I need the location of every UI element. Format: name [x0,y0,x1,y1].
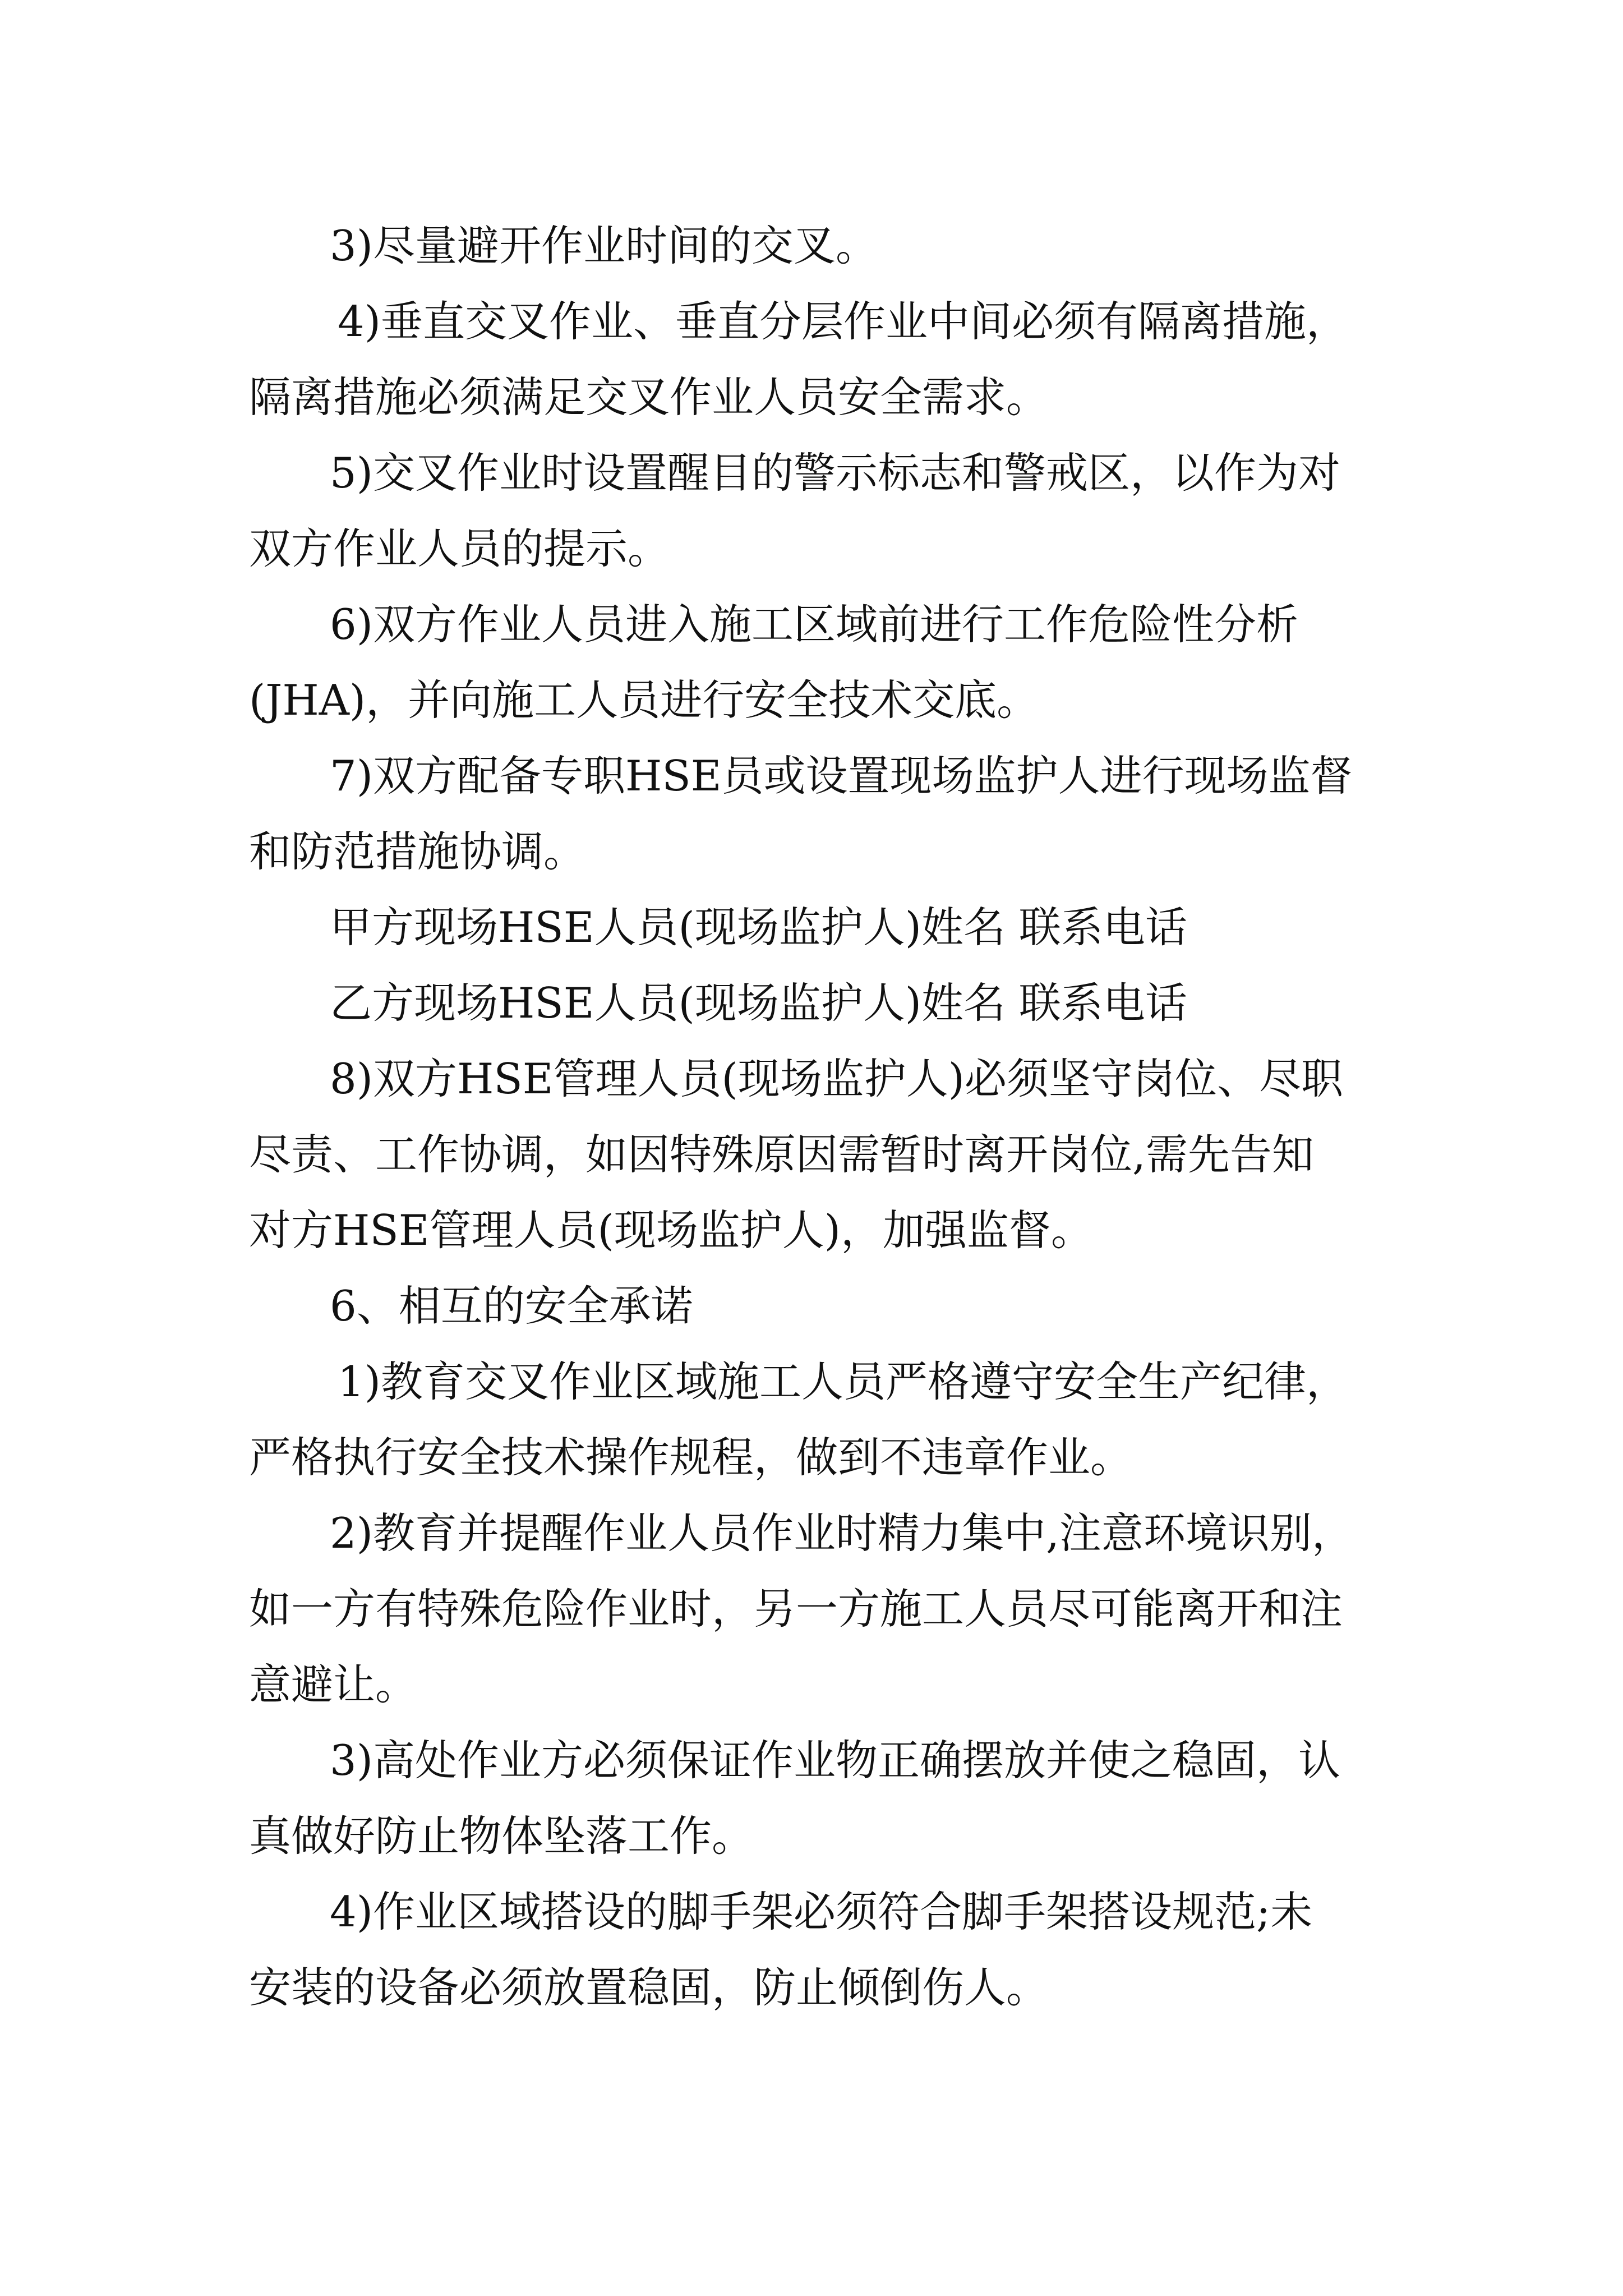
text-line: 2)教育并提醒作业人员作业时精力集中,注意环境识别， [330,1508,1354,1558]
text-line: 乙方现场HSE人员(现场监护人)姓名 联系电话 [330,978,1187,1028]
text-line: 8)双方HSE管理人员(现场监护人)必须坚守岗位、尽职 [330,1054,1344,1103]
text-line: 7)双方配备专职HSE员或设置现场监护人进行现场监督 [330,751,1353,800]
text-line: 严格执行安全技术操作规程，做到不违章作业。 [249,1433,1133,1482]
text-line: 如一方有特殊危险作业时，另一方施工人员尽可能离开和注 [249,1584,1343,1634]
text-line: 意避让。 [249,1660,418,1709]
section-heading: 6、相互的安全承诺 [330,1281,693,1331]
text-line: 对方HSE管理人员(现场监护人)，加强监督。 [249,1205,1094,1255]
text-line: 3)高处作业方必须保证作业物正确摆放并使之稳固，认 [330,1736,1340,1785]
text-line: 尽责、工作协调，如因特殊原因需暂时离开岗位,需先告知 [249,1130,1314,1179]
text-line: (JHA)，并向施工人员进行安全技术交底。 [249,675,1039,725]
text-line: 真做好防止物体坠落工作。 [249,1811,754,1861]
text-line: 5)交叉作业时设置醒目的警示标志和警戒区，以作为对 [330,448,1340,498]
text-line: 双方作业人员的提示。 [249,524,670,573]
text-line: 安装的设备必须放置稳固，防止倾倒伤人。 [249,1963,1049,2012]
text-line: 和防范措施协调。 [249,827,586,876]
text-line: 隔离措施必须满足交叉作业人员安全需求。 [249,372,1049,422]
text-line: 1)教育交叉作业区域施工人员严格遵守安全生产纪律， [338,1357,1348,1406]
text-line: 4)作业区域搭设的脚手架必须符合脚手架搭设规范;未 [330,1887,1313,1936]
text-line: 3)尽量避开作业时间的交叉。 [330,221,878,270]
text-line: 6)双方作业人员进入施工区域前进行工作危险性分析 [330,600,1298,649]
text-line: 4)垂直交叉作业、垂直分层作业中间必须有隔离措施， [338,297,1348,346]
text-line: 甲方现场HSE人员(现场监护人)姓名 联系电话 [330,903,1187,952]
